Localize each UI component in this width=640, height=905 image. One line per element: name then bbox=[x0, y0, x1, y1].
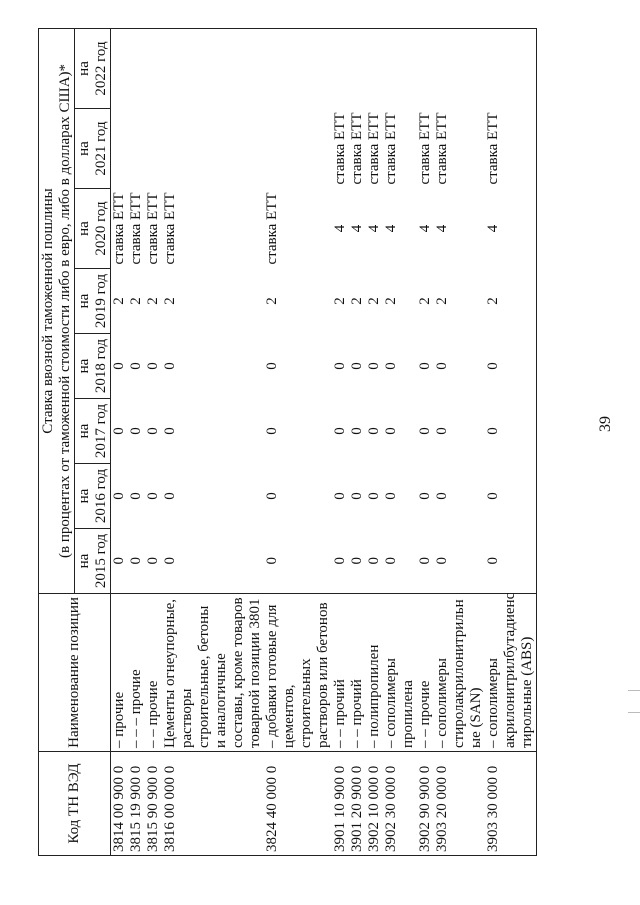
row-rate: 4 bbox=[417, 224, 433, 233]
row-rate: 0 bbox=[366, 362, 382, 370]
row-rate: ставка ЕТТ bbox=[162, 192, 178, 265]
row-rate: 0 bbox=[145, 492, 161, 500]
header-year-label: 2022 год bbox=[92, 41, 109, 96]
row-rate: 4 bbox=[434, 224, 450, 233]
table-row bbox=[434, 28, 485, 855]
header-year-prefix: на bbox=[75, 358, 92, 374]
row-rate: 0 bbox=[145, 362, 161, 370]
row-code: 3902 10 000 0 bbox=[366, 752, 383, 856]
header-year-label: 2015 год bbox=[92, 533, 109, 589]
header-year-label: 2017 год bbox=[92, 403, 109, 459]
row-rate bbox=[349, 28, 366, 108]
header-year bbox=[75, 109, 111, 189]
row-rate: 4 bbox=[366, 224, 382, 233]
table-body bbox=[111, 28, 537, 855]
row-rate: 0 bbox=[366, 492, 382, 500]
row-code: 3816 00 000 0 bbox=[162, 752, 264, 856]
row-code: 3824 40 000 0 bbox=[264, 752, 332, 856]
row-name: – сополимеры акрилонитрилбутадиенс тирольные (ABS) bbox=[485, 594, 537, 752]
header-year-prefix: на bbox=[75, 141, 92, 156]
row-name: – – прочий bbox=[332, 594, 349, 752]
header-year-prefix: на bbox=[75, 423, 92, 439]
row-rate: 2 bbox=[111, 297, 127, 305]
row-rate bbox=[111, 28, 129, 108]
row-rate: 0 bbox=[349, 529, 366, 594]
header-year-prefix: на bbox=[75, 61, 92, 76]
row-name: – – прочие bbox=[417, 594, 434, 752]
row-rate: 0 bbox=[417, 362, 433, 370]
row-rate: 0 bbox=[383, 362, 399, 370]
row-code: 3902 30 000 0 bbox=[383, 752, 417, 856]
row-rate: ставка ЕТТ bbox=[417, 112, 433, 185]
header-rate bbox=[39, 28, 75, 593]
row-rate bbox=[485, 28, 537, 108]
row-rate: 0 bbox=[128, 362, 144, 370]
table-row bbox=[332, 28, 349, 855]
row-rate: 0 bbox=[111, 529, 129, 594]
row-rate bbox=[111, 109, 129, 189]
row-rate: 0 bbox=[332, 529, 349, 594]
row-name: – – – прочие bbox=[128, 594, 145, 752]
row-name: – сополимеры пропилена bbox=[383, 594, 417, 752]
table-row bbox=[162, 28, 264, 855]
row-rate: 2 bbox=[434, 297, 450, 305]
row-name: – добавки готовые для цементов, строительных растворов или бетонов bbox=[264, 594, 332, 752]
row-rate: ставка ЕТТ bbox=[264, 192, 280, 265]
row-rate: 0 bbox=[366, 427, 382, 435]
row-rate: 2 bbox=[417, 297, 433, 305]
header-year bbox=[75, 28, 111, 108]
header-name: Наименование позиции bbox=[39, 594, 111, 752]
row-rate: 0 bbox=[434, 427, 450, 435]
header-year-label: 2021 год bbox=[92, 121, 109, 176]
row-rate: 0 bbox=[417, 492, 433, 500]
binder-mark bbox=[628, 712, 640, 713]
row-rate: 2 bbox=[366, 297, 382, 305]
row-rate bbox=[162, 28, 264, 108]
row-rate: 0 bbox=[111, 492, 127, 500]
row-rate: ставка ЕТТ bbox=[128, 192, 144, 265]
header-year bbox=[75, 464, 111, 529]
header-year bbox=[75, 269, 111, 334]
row-name: – прочие bbox=[111, 594, 129, 752]
header-year-prefix: на bbox=[75, 293, 92, 309]
row-code: 3902 90 900 0 bbox=[417, 752, 434, 856]
table-row bbox=[111, 28, 129, 855]
row-rate bbox=[332, 28, 349, 108]
row-rate: ставка ЕТТ bbox=[349, 112, 365, 185]
row-rate bbox=[434, 28, 485, 108]
row-rate: 2 bbox=[162, 297, 178, 305]
row-rate: 2 bbox=[145, 297, 161, 305]
row-rate: 0 bbox=[485, 464, 537, 529]
row-rate bbox=[383, 28, 417, 108]
row-code: 3903 30 000 0 bbox=[485, 752, 537, 856]
row-code: 3901 10 900 0 bbox=[332, 752, 349, 856]
row-rate: 0 bbox=[145, 427, 161, 435]
header-year-label: 2016 год bbox=[92, 468, 109, 524]
table-row bbox=[485, 28, 537, 855]
row-rate bbox=[366, 28, 383, 108]
row-rate: 0 bbox=[162, 362, 178, 370]
row-rate: 4 bbox=[332, 224, 348, 233]
row-rate bbox=[145, 109, 162, 189]
table-row bbox=[383, 28, 417, 855]
row-code: 3901 20 900 0 bbox=[349, 752, 366, 856]
row-rate: 0 bbox=[162, 492, 178, 500]
row-rate bbox=[162, 109, 264, 189]
row-rate: 0 bbox=[145, 529, 162, 594]
row-name: Цементы огнеупорные, растворы строительные, бетоны и аналогичные составы, кроме товаров товарной позиции 3801 bbox=[162, 594, 264, 752]
row-rate: 4 bbox=[485, 189, 537, 269]
row-rate: 0 bbox=[417, 427, 433, 435]
row-name: – полипропилен bbox=[366, 594, 383, 752]
row-rate: 4 bbox=[383, 224, 399, 233]
header-year bbox=[75, 529, 111, 594]
row-rate: ставка ЕТТ bbox=[111, 192, 127, 265]
table-row bbox=[349, 28, 366, 855]
header-year-label: 2018 год bbox=[92, 338, 109, 394]
row-rate: 2 bbox=[485, 269, 537, 334]
header-year bbox=[75, 334, 111, 399]
row-rate: 0 bbox=[111, 427, 127, 435]
row-rate: 0 bbox=[383, 529, 417, 594]
row-rate: 2 bbox=[383, 297, 399, 305]
binder-mark bbox=[628, 690, 640, 691]
row-rate: 0 bbox=[332, 492, 348, 500]
row-name: – – прочие bbox=[145, 594, 162, 752]
row-rate: 0 bbox=[128, 492, 144, 500]
row-rate: 0 bbox=[332, 427, 348, 435]
tariff-table-rotated bbox=[38, 29, 558, 856]
row-rate: 0 bbox=[332, 362, 348, 370]
row-rate: 2 bbox=[128, 297, 144, 305]
row-code: 3815 90 900 0 bbox=[145, 752, 162, 856]
header-year-prefix: на bbox=[75, 221, 92, 236]
row-rate: 2 bbox=[264, 297, 280, 305]
row-rate: 0 bbox=[434, 529, 485, 594]
row-rate: 0 bbox=[128, 529, 145, 594]
row-rate: ставка ЕТТ bbox=[366, 112, 382, 185]
row-rate: 0 bbox=[485, 334, 537, 399]
row-rate: 0 bbox=[162, 427, 178, 435]
row-rate: 0 bbox=[434, 492, 450, 500]
row-rate: 0 bbox=[485, 529, 537, 594]
page-number: 39 bbox=[597, 416, 614, 432]
row-rate: 0 bbox=[434, 362, 450, 370]
header-year-label: 2020 год bbox=[92, 201, 109, 256]
row-rate: 0 bbox=[162, 529, 264, 594]
row-rate bbox=[264, 109, 332, 189]
row-rate: 0 bbox=[383, 427, 399, 435]
row-code: 3815 19 900 0 bbox=[128, 752, 145, 856]
row-rate: 0 bbox=[349, 362, 365, 370]
header-year-prefix: на bbox=[75, 553, 92, 569]
row-rate: 0 bbox=[417, 529, 434, 594]
header-year bbox=[75, 189, 111, 269]
row-rate bbox=[128, 28, 145, 108]
row-rate: 0 bbox=[128, 427, 144, 435]
row-rate: 2 bbox=[332, 297, 348, 305]
row-rate bbox=[264, 28, 332, 108]
table-row bbox=[145, 28, 162, 855]
row-rate bbox=[417, 28, 434, 108]
table-row bbox=[264, 28, 332, 855]
table-row bbox=[128, 28, 145, 855]
row-rate: 0 bbox=[264, 427, 280, 435]
table-row bbox=[366, 28, 383, 855]
row-code: 3903 20 000 0 bbox=[434, 752, 485, 856]
row-name: – – прочий bbox=[349, 594, 366, 752]
row-rate: 0 bbox=[366, 529, 383, 594]
row-rate: 0 bbox=[264, 492, 280, 500]
row-rate: ставка ЕТТ bbox=[383, 112, 399, 185]
row-rate: 0 bbox=[264, 362, 280, 370]
row-rate: ставка ЕТТ bbox=[332, 112, 348, 185]
row-rate bbox=[145, 28, 162, 108]
row-rate: 0 bbox=[383, 492, 399, 500]
row-rate: 0 bbox=[349, 492, 365, 500]
row-rate: 0 bbox=[349, 427, 365, 435]
row-code: 3814 00 900 0 bbox=[111, 752, 129, 856]
header-year bbox=[75, 399, 111, 464]
row-rate: 2 bbox=[349, 297, 365, 305]
header-year-label: 2019 год bbox=[92, 273, 109, 329]
header-rate-subtitle: (в процентах от таможенной стоимости либо в евро, либо в долларах США)* bbox=[56, 63, 73, 558]
row-rate: ставка ЕТТ bbox=[485, 109, 537, 189]
header-year-prefix: на bbox=[75, 488, 92, 504]
row-rate bbox=[128, 109, 145, 189]
row-rate: 4 bbox=[349, 224, 365, 233]
row-rate: ставка ЕТТ bbox=[145, 192, 161, 265]
row-rate: 0 bbox=[111, 362, 127, 370]
row-rate: ставка ЕТТ bbox=[434, 112, 450, 185]
tariff-table bbox=[38, 28, 537, 856]
row-name: – сополимеры стиролакрилонитрильн ые (SAN) bbox=[434, 594, 485, 752]
header-rate-title: Ставка ввозной таможенной пошлины bbox=[39, 188, 56, 434]
row-rate: 0 bbox=[485, 399, 537, 464]
row-rate: 0 bbox=[264, 529, 332, 594]
table-row bbox=[417, 28, 434, 855]
header-code: Код ТН ВЭД bbox=[39, 752, 111, 856]
